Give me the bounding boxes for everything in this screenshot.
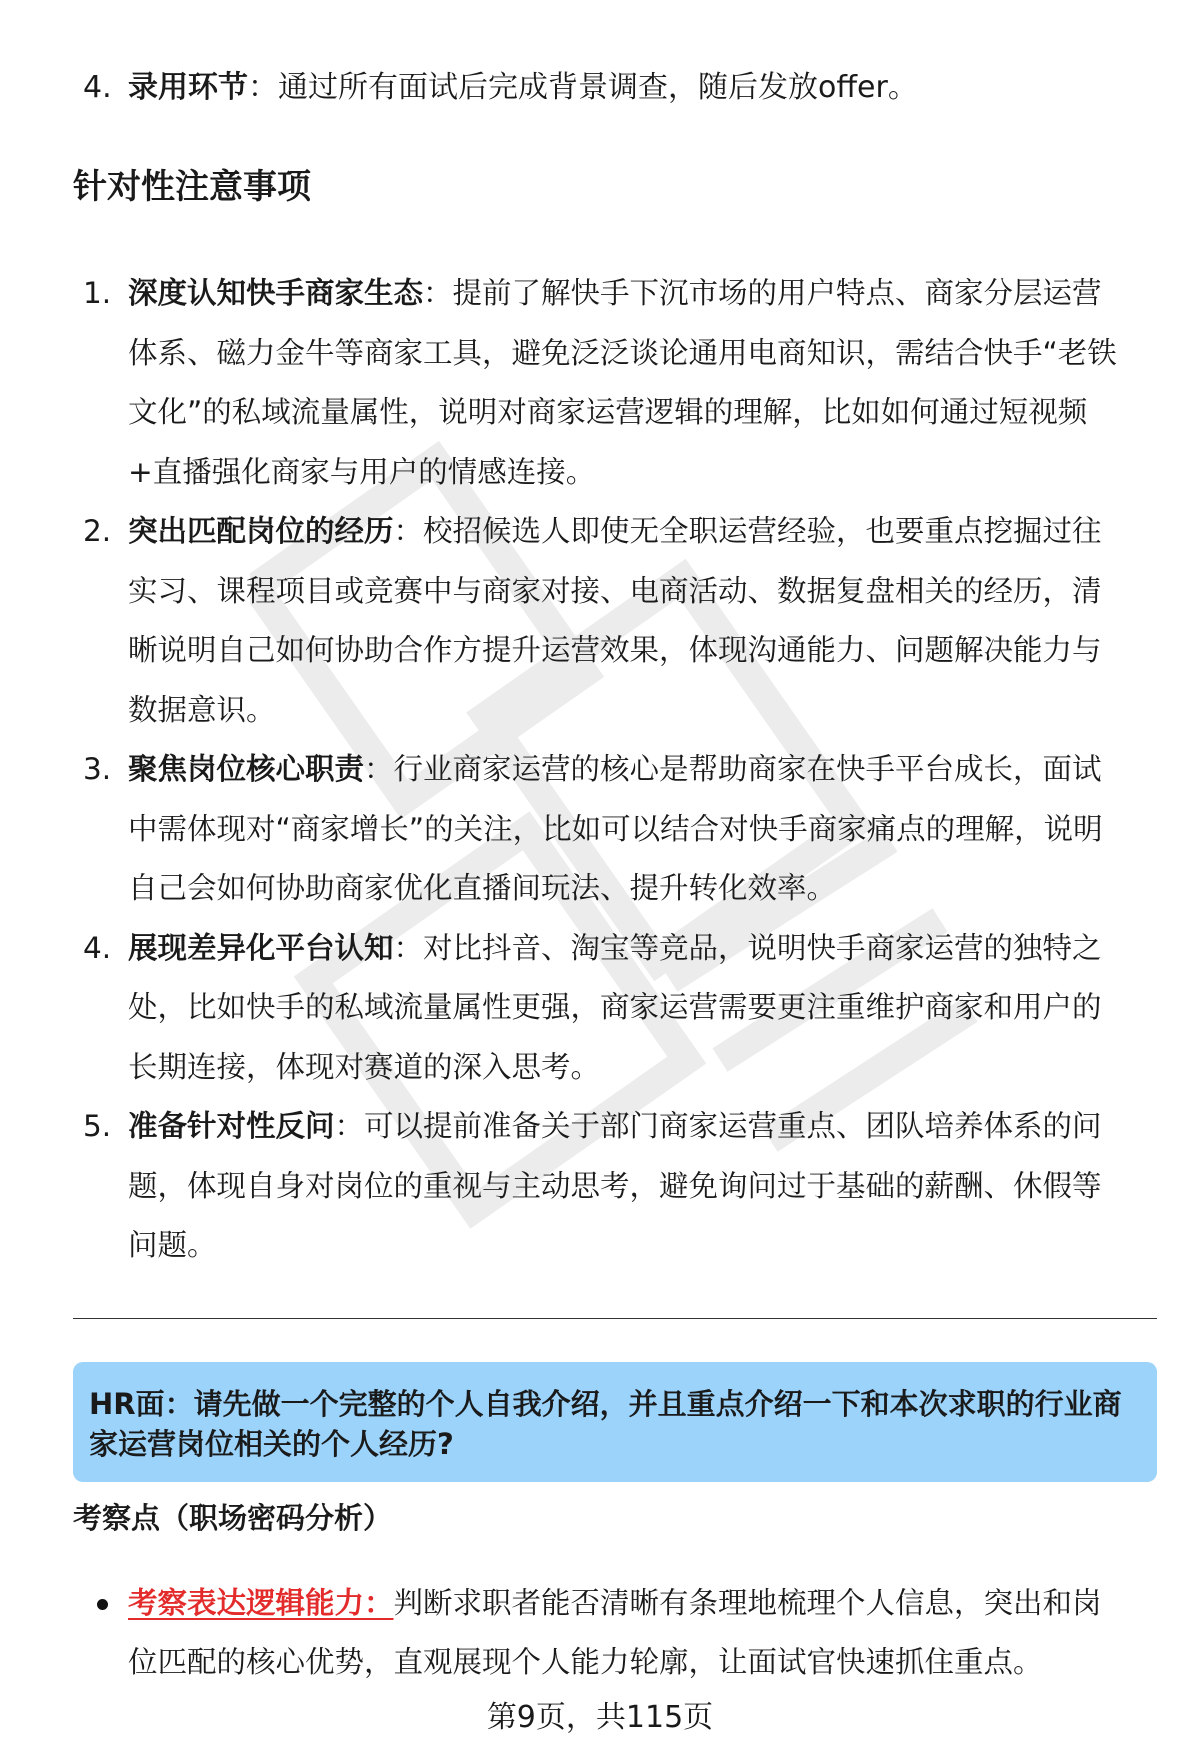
hr-question-text: HR面：请先做一个完整的个人自我介绍，并且重点介绍一下和本次求职的行业商家运营岗位相关的个人经历?: [89, 1387, 1122, 1461]
analysis-bullet-item: [0, 1574, 1200, 1692]
item-label: 录用环节: [128, 70, 248, 105]
hr-question-box: [73, 1362, 1157, 1482]
notes-list: [0, 264, 1200, 1276]
bullet-dot-icon: [97, 1599, 108, 1610]
bullet-label: 考察表达逻辑能力：: [128, 1586, 394, 1620]
item-number: 4.: [83, 70, 112, 105]
item-number: 2.: [83, 514, 112, 548]
item-separator: ：: [248, 70, 278, 105]
note-item-3: [0, 740, 1200, 919]
item-number: 1.: [83, 276, 112, 310]
item-text: 对比抖音、淘宝等竞品，说明快手商家运营的独特之处，比如快手的私域流量属性更强，商家运营需要更注重维护商家和用户的长期连接，体现对赛道的深入思考。: [128, 930, 1102, 1084]
item-separator: ：: [423, 276, 453, 310]
item-text: 通过所有面试后完成背景调查，随后发放offer。: [278, 70, 918, 105]
item-number: 4.: [83, 930, 112, 965]
item-label: 深度认知快手商家生态: [128, 276, 424, 310]
page-footer: 第9页，共115页: [486, 1700, 714, 1735]
item-number: 5.: [83, 1109, 112, 1143]
item-text: 可以提前准备关于部门商家运营重点、团队培养体系的问题，体现自身对岗位的重视与主动思考，避免询问过于基础的薪酬、休假等问题。: [128, 1109, 1102, 1262]
section-title: 针对性注意事项: [73, 167, 311, 207]
item-separator: ：: [393, 514, 424, 548]
note-item-2: [0, 502, 1200, 740]
analysis-title: 考察点（职场密码分析）: [73, 1501, 393, 1535]
bullet-text: 判断求职者能否清晰有条理地梳理个人信息，突出和岗位匹配的核心优势，直观展现个人能力轮廓，让面试官快速抓住重点。: [128, 1586, 1102, 1679]
item-separator: ：: [393, 930, 424, 965]
note-item-1: [0, 264, 1200, 502]
item-text: 提前了解快手下沉市场的用户特点、商家分层运营体系、磁力金牛等商家工具，避免泛泛谈论通用电商知识，需结合快手“老铁文化”的私域流量属性，说明对商家运营逻辑的理解，比如如何通过短视频+直播强化商家与用户的情感连接。: [128, 276, 1117, 489]
item-label: 展现差异化平台认知: [128, 930, 394, 965]
item-label: 准备针对性反问: [128, 1109, 335, 1143]
item-text: 校招候选人即使无全职运营经验，也要重点挖掘过往实习、课程项目或竞赛中与商家对接、电商活动、数据复盘相关的经历，清晰说明自己如何协助合作方提升运营效果，体现沟通能力、问题解决能力与数据意识。: [128, 514, 1102, 727]
item-label: 聚焦岗位核心职责: [128, 752, 365, 786]
item-separator: ：: [364, 752, 394, 786]
item-number: 3.: [83, 752, 112, 786]
item-text: 行业商家运营的核心是帮助商家在快手平台成长，面试中需体现对“商家增长”的关注，比如可以结合对快手商家痛点的理解，说明自己会如何协助商家优化直播间玩法、提升转化效率。: [128, 752, 1103, 905]
item-label: 突出匹配岗位的经历: [128, 514, 394, 548]
section-divider: [73, 1318, 1157, 1319]
item-separator: ：: [334, 1109, 365, 1143]
note-item-5: [0, 1097, 1200, 1276]
previous-list-item: [83, 62, 1143, 114]
note-item-4: [0, 919, 1200, 1098]
